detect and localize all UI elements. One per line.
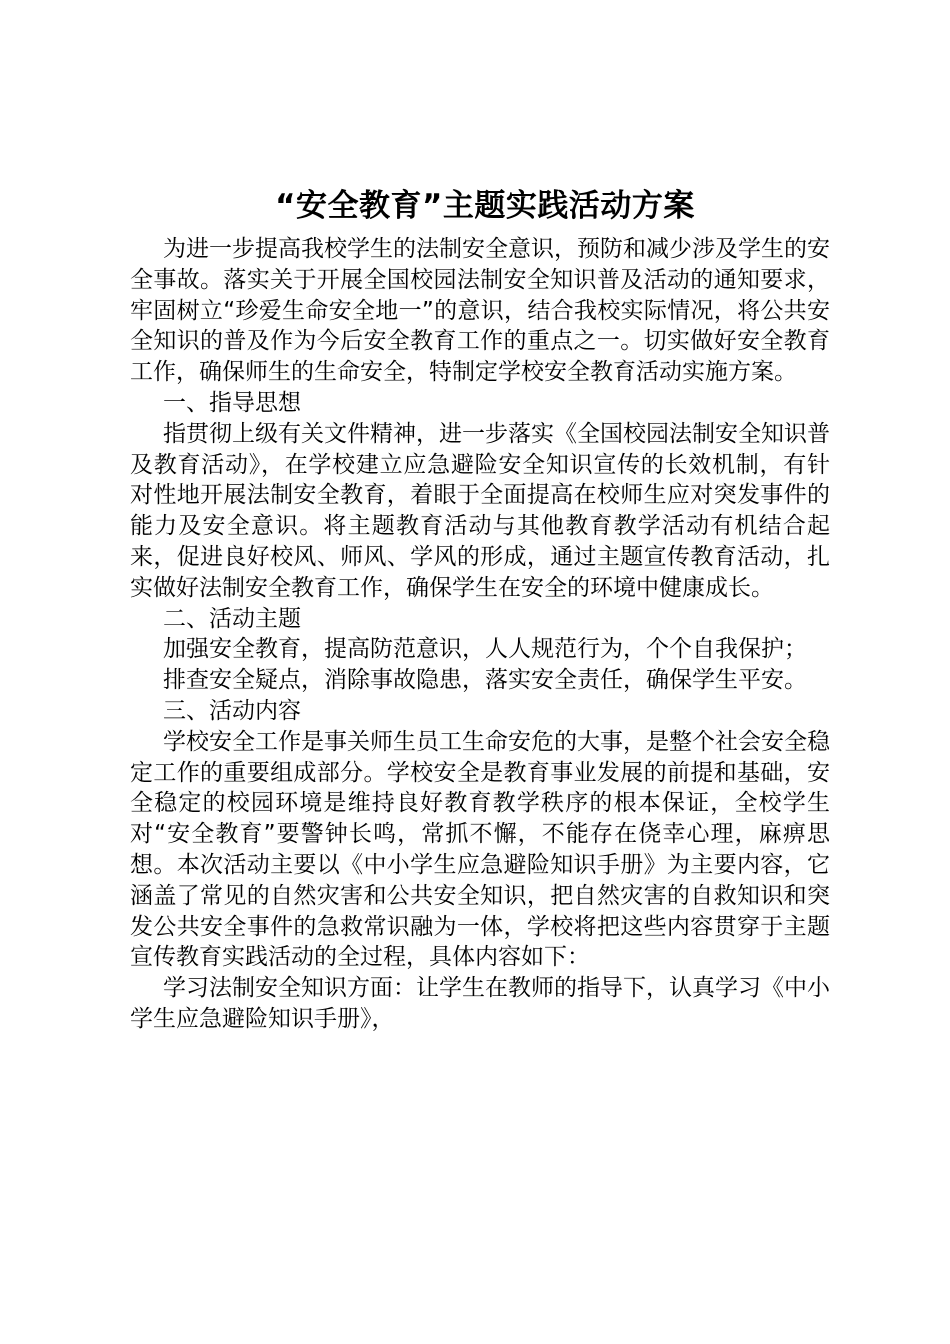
document-title: “安全教育”主题实践活动方案	[275, 188, 695, 224]
section-paragraph: 排查安全疑点，消除事故隐患，落实安全责任，确保学生平安。	[163, 667, 807, 694]
section-paragraph: 学校安全工作是事关师生员工生命安危的大事，是整个社会安全稳定工作的重要组成部分。学校安全是教育事业发展的前提和基础，安全稳定的校园环境是维持良好教育教学秩序的根本保证，全校学生对“安全教育”要警钟长鸣，常抓不懈，不能存在侥幸心理，麻痹思想。本次活动主要以《中小学生应急避险知识手册》为主要内容，它涵盖了常见的自然灾害和公共安全知识，把自然灾害的自救知识和突发公共安全事件的急救常识融为一体，学校将把这些内容贯穿于主题宣传教育实践活动的全过程，具体内容如下：	[130, 728, 830, 971]
section-heading-activity-content: 三、活动内容	[163, 697, 301, 724]
intro-paragraph: 为进一步提高我校学生的法制安全意识，预防和减少涉及学生的安全事故。落实关于开展全国校园法制安全知识普及活动的通知要求，牢固树立“珍爱生命安全地一”的意识，结合我校实际情况，将公共安全知识的普及作为今后安全教育工作的重点之一。切实做好安全教育工作，确保师生的生命安全，特制定学校安全教育活动实施方案。	[130, 236, 830, 386]
section-paragraph: 加强安全教育，提高防范意识，人人规范行为，个个自我保护；	[163, 636, 807, 663]
section-heading-guiding-ideology: 一、指导思想	[163, 389, 301, 416]
document-page	[130, 186, 830, 1035]
section-heading-activity-theme: 二、活动主题	[163, 605, 301, 632]
section-paragraph: 指贯彻上级有关文件精神，进一步落实《全国校园法制安全知识普及教育活动》，在学校建立应急避险安全知识宣传的长效机制，有针对性地开展法制安全教育，着眼于全面提高在校师生应对突发事件的能力及安全意识。将主题教育活动与其他教育教学活动有机结合起来，促进良好校风、师风、学风的形成，通过主题宣传教育活动，扎实做好法制安全教育工作，确保学生在安全的环境中健康成长。	[130, 420, 830, 601]
section-paragraph: 学习法制安全知识方面：让学生在教师的指导下，认真学习《中小学生应急避险知识手册》，	[130, 975, 830, 1032]
